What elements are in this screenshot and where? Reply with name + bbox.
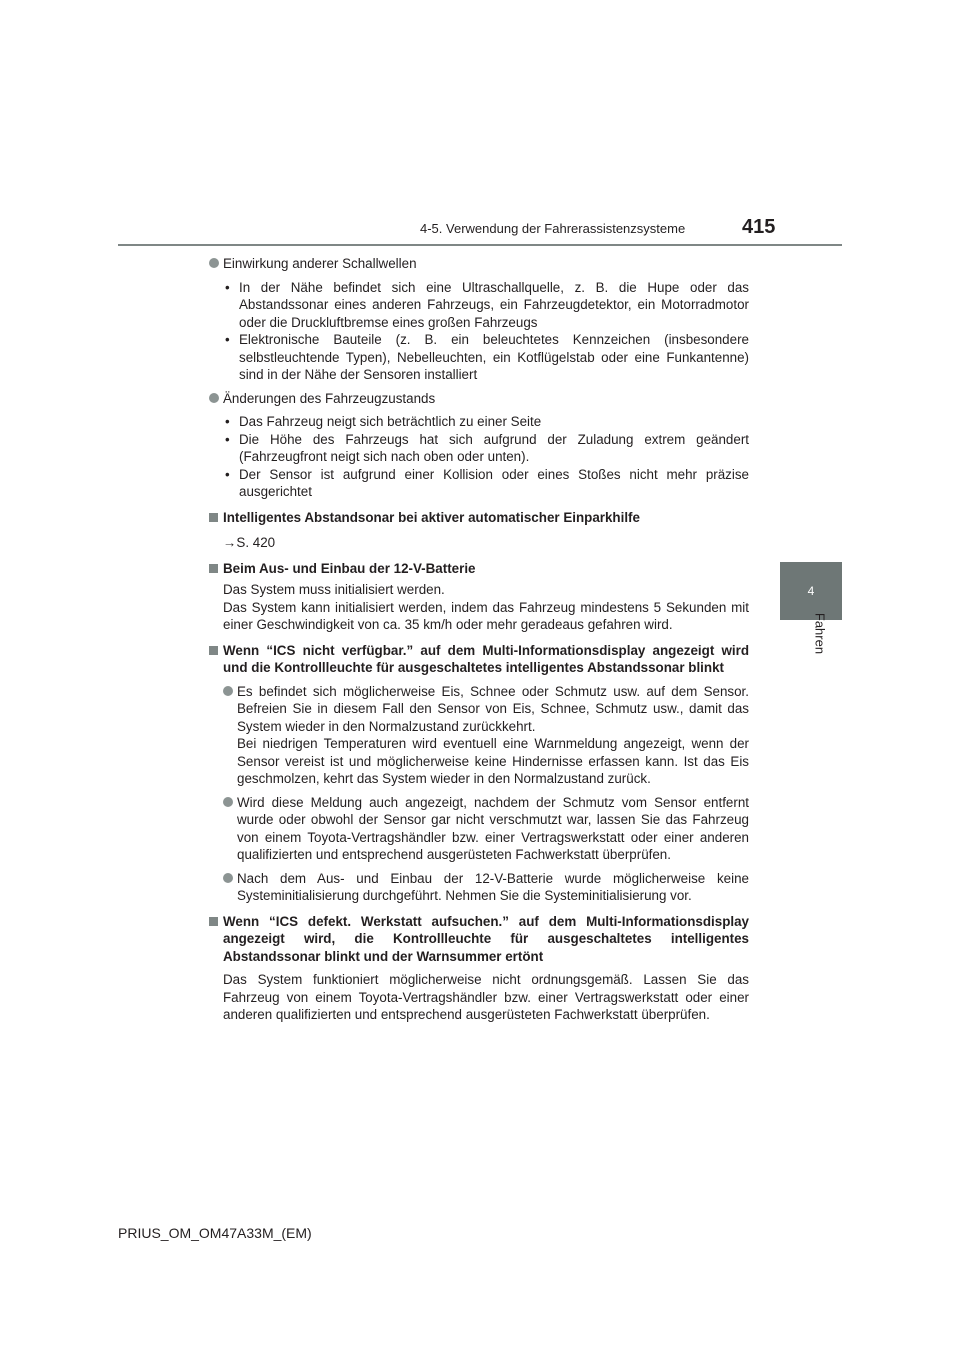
section-heading (209, 560, 749, 578)
list-item (225, 466, 749, 501)
square-bullet-icon (209, 513, 218, 522)
bullet-item (223, 870, 749, 905)
list-dot-icon: • (225, 431, 230, 447)
list-item-text: Das Fahrzeug neigt sich beträchtlich zu einer Seite (239, 414, 542, 429)
paragraph: Das System kann initialisiert werden, indem das Fahrzeug mindestens 5 Sekunden mit einer Geschwindigkeit von ca. 35 km/h oder mehr geradeaus gefahren wird. (223, 599, 749, 632)
square-bullet-icon (209, 564, 218, 573)
bullet-item (223, 683, 749, 788)
square-bullet-icon (209, 646, 218, 655)
section-title: 4-5. Verwendung der Fahrerassistenzsysteme (420, 221, 686, 236)
bullet-item (223, 794, 749, 864)
list-dot-icon: • (225, 332, 230, 347)
section-title-text: Beim Aus- und Einbau der 12-V-Batterie (223, 560, 476, 576)
bullet-text: Wird diese Meldung auch angezeigt, nachdem der Schmutz vom Sensor entfernt wurde oder obwohl der Sensor gar nicht verschmutzt war, lassen Sie das Fahrzeug von einem Toyota-Vertragshändler bzw. einer Vertragswerkstatt oder einer anderen qualifizierten und entsprechend ausgerüsteten Fachwerkstatt überprüfen. (237, 794, 749, 862)
list-item (225, 331, 749, 384)
list-item (225, 431, 749, 466)
main-content (209, 255, 749, 1024)
bullet-text: Nach dem Aus- und Einbau der 12-V-Batterie wurde möglicherweise keine Systeminitialisierung durchgeführt. Nehmen Sie die Systeminitialisierung vor. (237, 870, 749, 903)
bullet-text: Es befindet sich möglicherweise Eis, Schnee oder Schmutz usw. auf dem Sensor. Befreien Sie in diesem Fall den Sensor von Eis, Schnee, Schmutz usw., damit das System wieder in den Normalzustand zurückkehrt. (237, 683, 749, 734)
section-heading (209, 642, 749, 677)
list-item-text: Die Höhe des Fahrzeugs hat sich aufgrund der Zuladung extrem geändert (Fahrzeugfront neigt sich nach oben oder unten). (239, 431, 749, 464)
list-dot-icon: • (225, 279, 230, 295)
section-title-text: Intelligentes Abstandsonar bei aktiver automatischer Einparkhilfe (223, 509, 640, 525)
bullet-dot-icon (209, 393, 219, 403)
list-item (225, 279, 749, 332)
bullet-item (209, 390, 749, 408)
header-divider (118, 244, 842, 246)
list-item (225, 413, 749, 431)
sub-list (209, 413, 749, 501)
list-item-text: Elektronische Bauteile (z. B. ein beleuchtetes Kennzeichen (insbesondere selbstleuchtende Typen), Nebelleuchten, ein Kotflügelstab oder eine Funkantenne) sind in der Nähe der Sensoren installiert (239, 332, 749, 382)
bullet-dot-icon (223, 686, 233, 696)
paragraph: Das System funktioniert möglicherweise nicht ordnungsgemäß. Lassen Sie das Fahrzeug von einem Toyota-Vertragshändler bzw. einer Vertragswerkstatt oder einer anderen qualifizierten und entsprechend ausgerüsteten Fachwerkstatt überprüfen. (223, 972, 749, 1022)
section-title-text: Wenn “ICS nicht verfügbar.” auf dem Multi-Informationsdisplay angezeigt wird und die Kontrollleuchte für ausgeschaltetes intelligentes Abstandssonar blinkt (223, 642, 749, 675)
sub-list (209, 279, 749, 384)
list-dot-icon: • (225, 414, 230, 429)
bullet-title: Einwirkung anderer Schallwellen (223, 256, 417, 271)
paragraph: Das System muss initialisiert werden. (223, 582, 445, 597)
chapter-tab[interactable]: 4 (780, 562, 842, 620)
bullet-item (209, 255, 749, 273)
document-code: PRIUS_OM_OM47A33M_(EM) (118, 1225, 312, 1241)
square-bullet-icon (209, 917, 218, 926)
bullet-dot-icon (209, 258, 219, 268)
list-dot-icon: • (225, 466, 230, 482)
section-heading (209, 913, 749, 966)
page-reference[interactable]: →S. 420 (223, 535, 276, 550)
bullet-dot-icon (223, 797, 233, 807)
list-item-text: Der Sensor ist aufgrund einer Kollision oder eines Stoßes nicht mehr präzise ausgerichtet (239, 466, 749, 499)
section-heading (209, 509, 749, 527)
bullet-dot-icon (223, 873, 233, 883)
list-item-text: In der Nähe befindet sich eine Ultraschallquelle, z. B. die Hupe oder das Abstandssonar eines anderen Fahrzeugs, ein Fahrzeugdetektor, ein Motorradmotor oder die Druckluftbremse eines großen Fahrzeugs (239, 279, 749, 330)
bullet-text: Bei niedrigen Temperaturen wird eventuell eine Warnmeldung angezeigt, wenn der Sensor vereist ist und möglicherweise keine Hindernisse erfassen kann. Ist das Eis geschmolzen, kehrt das System wieder in den Normalzustand zurück. (237, 736, 749, 786)
chapter-label: Fahren (812, 612, 828, 655)
page-number: 415 (742, 216, 776, 238)
chapter-label-container (786, 612, 838, 676)
section-title-text: Wenn “ICS defekt. Werkstatt aufsuchen.” auf dem Multi-Informationsdisplay angezeigt wird, die Kontrollleuchte für ausgeschaltetes intelligentes Abstandssonar blinkt und der Warnsummer ertönt (223, 913, 749, 964)
bullet-title: Änderungen des Fahrzeugzustands (223, 390, 436, 406)
